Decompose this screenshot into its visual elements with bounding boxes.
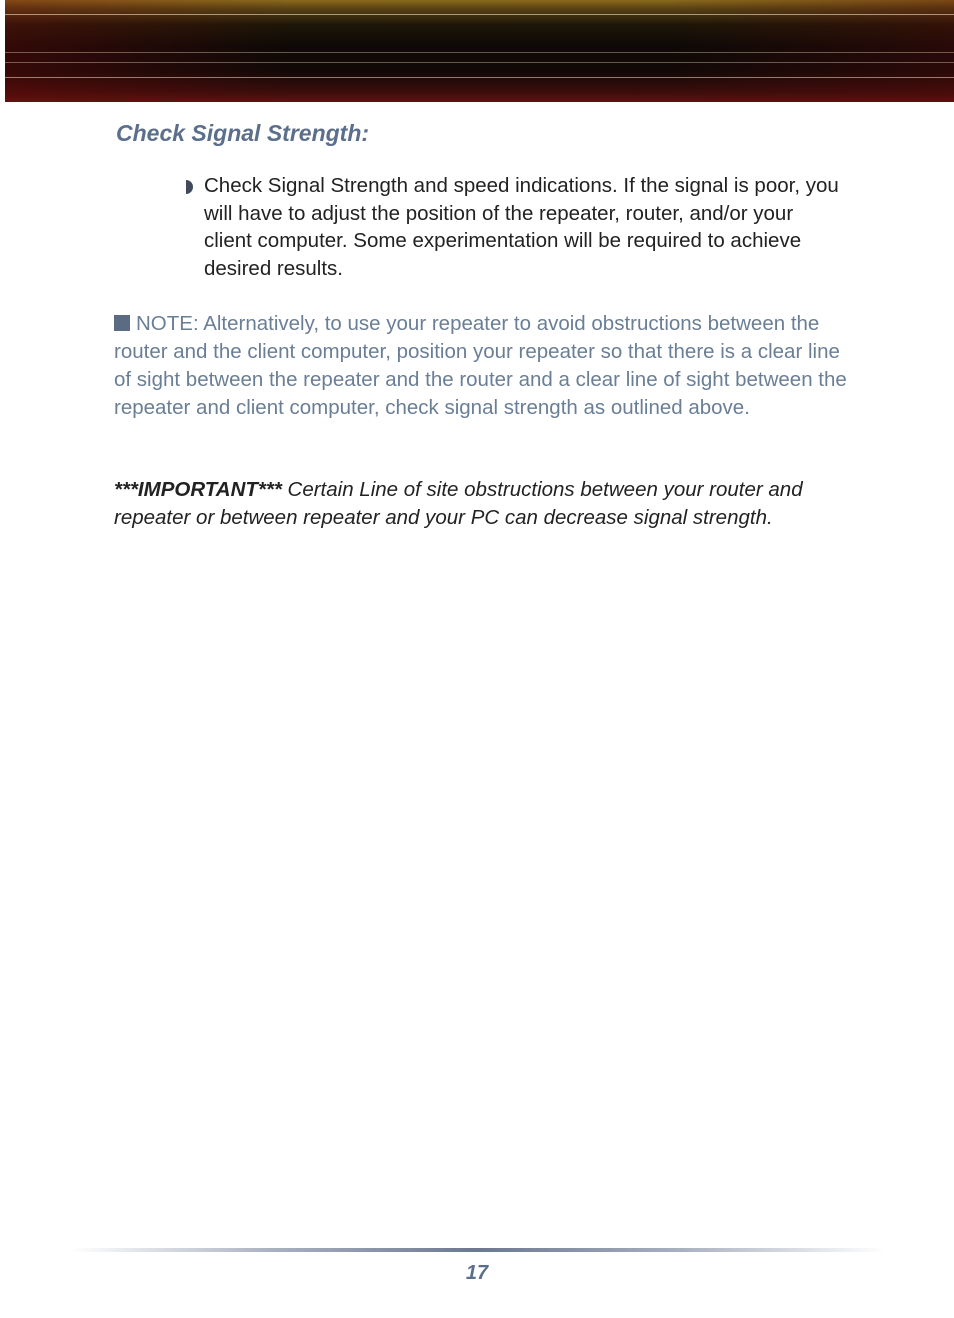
section-heading: Check Signal Strength:	[116, 120, 370, 146]
header-line	[5, 14, 954, 15]
header-banner	[5, 0, 954, 102]
header-line	[5, 52, 954, 53]
important-text: Certain Line of site obstructions between your router and repeater or between repeater and your PC can decrease signal strength.	[114, 478, 803, 529]
footer-rule	[70, 1248, 885, 1252]
note-text: NOTE: Alternatively, to use your repeater to avoid obstructions between the router and the client computer, position your repeater so that there is a clear line of sight between the repeater and the router and a clear line of sight between the repeater and client computer, check signal strength as outlined above.	[114, 312, 847, 419]
half-circle-bullet-icon	[182, 179, 196, 195]
note-paragraph	[114, 310, 849, 422]
header-line	[5, 77, 954, 78]
important-label: ***IMPORTANT***	[114, 478, 282, 501]
bullet-item	[182, 172, 842, 283]
bullet-text: Check Signal Strength and speed indications. If the signal is poor, you will have to adjust the position of the repeater, router, and/or your client computer. Some experimentation will be required to achieve desired results.	[204, 174, 839, 281]
important-paragraph	[114, 476, 849, 532]
header-line	[5, 62, 954, 63]
page-number: 17	[465, 1262, 489, 1284]
square-bullet-icon	[114, 315, 130, 331]
